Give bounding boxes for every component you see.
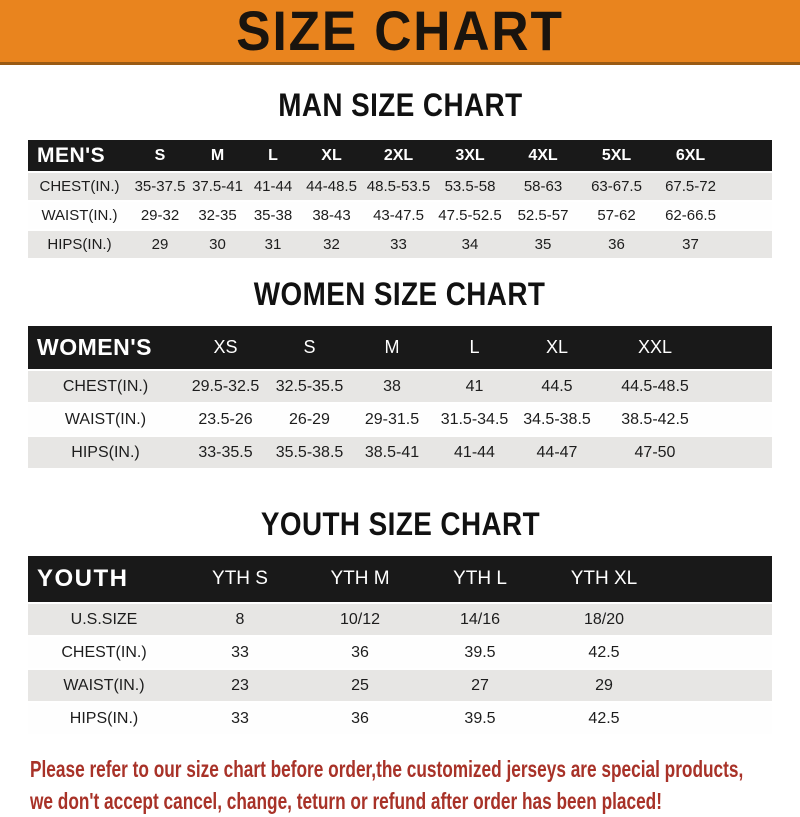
row-label: HIPS(IN.): [28, 230, 131, 259]
size-value: 47.5-52.5: [434, 201, 506, 230]
size-value: 32.5-35.5: [268, 370, 351, 403]
row-label: HIPS(IN.): [28, 436, 183, 469]
size-value: 10/12: [300, 603, 420, 636]
size-value: 31.5-34.5: [433, 403, 516, 436]
youth-size-section: [0, 506, 800, 736]
size-value: 35-38: [246, 201, 300, 230]
size-value: 29-32: [131, 201, 189, 230]
size-value: 44-47: [516, 436, 598, 469]
men-size-section: [0, 87, 800, 260]
measurement-row: [28, 403, 772, 436]
size-value: 44-48.5: [300, 172, 363, 201]
size-value: 39.5: [420, 702, 540, 735]
size-value: 23: [180, 669, 300, 702]
size-value: 30: [189, 230, 246, 259]
size-value: 32: [300, 230, 363, 259]
measurement-row: [28, 201, 772, 230]
size-value: 37: [653, 230, 772, 259]
men-section-heading: [0, 87, 800, 123]
size-value: 25: [300, 669, 420, 702]
row-filler: [712, 370, 772, 403]
size-value: 41: [433, 370, 516, 403]
size-value: 41-44: [433, 436, 516, 469]
row-label: WAIST(IN.): [28, 403, 183, 436]
youth-heading-text: YOUTH SIZE CHART: [260, 506, 540, 542]
size-value: 27: [420, 669, 540, 702]
size-value: 8: [180, 603, 300, 636]
size-value: 32-35: [189, 201, 246, 230]
size-value: 33: [180, 636, 300, 669]
size-value: 53.5-58: [434, 172, 506, 201]
size-column-header: XXL: [598, 326, 712, 370]
size-value: 44.5: [516, 370, 598, 403]
row-label: CHEST(IN.): [28, 636, 180, 669]
row-filler: [668, 603, 772, 636]
measurement-row: [28, 636, 772, 669]
size-chart-banner: [0, 0, 800, 65]
size-value: 35.5-38.5: [268, 436, 351, 469]
women-section-heading: [0, 276, 800, 312]
row-filler: [712, 436, 772, 469]
footer-disclaimer: [0, 753, 800, 817]
measurement-row: [28, 172, 772, 201]
size-value: 34: [434, 230, 506, 259]
size-column-header: YTH XL: [540, 556, 668, 603]
women-size-table: [28, 326, 772, 470]
banner-title: SIZE CHART: [236, 0, 564, 62]
size-column-header: YTH S: [180, 556, 300, 603]
men-header-row: [28, 140, 772, 172]
size-value: 29.5-32.5: [183, 370, 268, 403]
youth-section-heading: [0, 506, 800, 542]
size-value: 48.5-53.5: [363, 172, 434, 201]
measurement-row: [28, 702, 772, 735]
size-value: 18/20: [540, 603, 668, 636]
size-value: 44.5-48.5: [598, 370, 712, 403]
size-column-header: YTH L: [420, 556, 540, 603]
size-column-header: 5XL: [580, 140, 653, 172]
men-table-label: MEN'S: [28, 140, 131, 172]
row-label: HIPS(IN.): [28, 702, 180, 735]
women-size-section: [0, 276, 800, 470]
size-value: 38-43: [300, 201, 363, 230]
size-column-header: 4XL: [506, 140, 580, 172]
row-filler: [712, 403, 772, 436]
size-value: 31: [246, 230, 300, 259]
row-filler: [668, 636, 772, 669]
size-value: 36: [580, 230, 653, 259]
header-filler: [712, 326, 772, 370]
size-column-header: XL: [516, 326, 598, 370]
youth-header-row: [28, 556, 772, 603]
size-value: 39.5: [420, 636, 540, 669]
size-value: 35: [506, 230, 580, 259]
row-label: WAIST(IN.): [28, 669, 180, 702]
size-column-header: L: [246, 140, 300, 172]
size-column-header: XS: [183, 326, 268, 370]
women-heading-text: WOMEN SIZE CHART: [254, 276, 546, 312]
size-value: 37.5-41: [189, 172, 246, 201]
size-column-header: S: [131, 140, 189, 172]
size-column-header: 2XL: [363, 140, 434, 172]
measurement-row: [28, 436, 772, 469]
size-value: 41-44: [246, 172, 300, 201]
row-filler: [668, 702, 772, 735]
size-value: 34.5-38.5: [516, 403, 598, 436]
youth-table-label: YOUTH: [28, 556, 180, 603]
youth-size-table: [28, 556, 772, 736]
women-table-label: WOMEN'S: [28, 326, 183, 370]
size-column-header: M: [351, 326, 433, 370]
size-value: 29: [540, 669, 668, 702]
women-header-row: [28, 326, 772, 370]
size-value: 38: [351, 370, 433, 403]
size-value: 42.5: [540, 636, 668, 669]
size-value: 63-67.5: [580, 172, 653, 201]
size-column-header: L: [433, 326, 516, 370]
footer-line-1: Please refer to our size chart before order,the customized jerseys are special products,: [30, 756, 744, 782]
size-value: 26-29: [268, 403, 351, 436]
size-value: 36: [300, 636, 420, 669]
row-label: WAIST(IN.): [28, 201, 131, 230]
size-value: 57-62: [580, 201, 653, 230]
size-value: 29: [131, 230, 189, 259]
size-column-header: YTH M: [300, 556, 420, 603]
size-value: 62-66.5: [653, 201, 772, 230]
size-value: 29-31.5: [351, 403, 433, 436]
header-filler: [668, 556, 772, 603]
size-value: 33: [180, 702, 300, 735]
size-value: 43-47.5: [363, 201, 434, 230]
footer-line-2: we don't accept cancel, change, teturn or refund after order has been placed!: [30, 788, 662, 814]
size-value: 47-50: [598, 436, 712, 469]
size-value: 38.5-41: [351, 436, 433, 469]
row-filler: [668, 669, 772, 702]
size-value: 52.5-57: [506, 201, 580, 230]
size-value: 36: [300, 702, 420, 735]
row-label: U.S.SIZE: [28, 603, 180, 636]
size-value: 35-37.5: [131, 172, 189, 201]
size-value: 14/16: [420, 603, 540, 636]
size-column-header: M: [189, 140, 246, 172]
size-column-header: 3XL: [434, 140, 506, 172]
size-column-header: XL: [300, 140, 363, 172]
size-value: 42.5: [540, 702, 668, 735]
measurement-row: [28, 370, 772, 403]
row-label: CHEST(IN.): [28, 370, 183, 403]
size-value: 38.5-42.5: [598, 403, 712, 436]
measurement-row: [28, 603, 772, 636]
size-value: 58-63: [506, 172, 580, 201]
men-heading-text: MAN SIZE CHART: [277, 87, 523, 123]
measurement-row: [28, 669, 772, 702]
size-column-header: 6XL: [653, 140, 772, 172]
size-value: 33-35.5: [183, 436, 268, 469]
measurement-row: [28, 230, 772, 259]
size-column-header: S: [268, 326, 351, 370]
size-value: 33: [363, 230, 434, 259]
row-label: CHEST(IN.): [28, 172, 131, 201]
size-value: 67.5-72: [653, 172, 772, 201]
men-size-table: [28, 140, 772, 260]
size-value: 23.5-26: [183, 403, 268, 436]
